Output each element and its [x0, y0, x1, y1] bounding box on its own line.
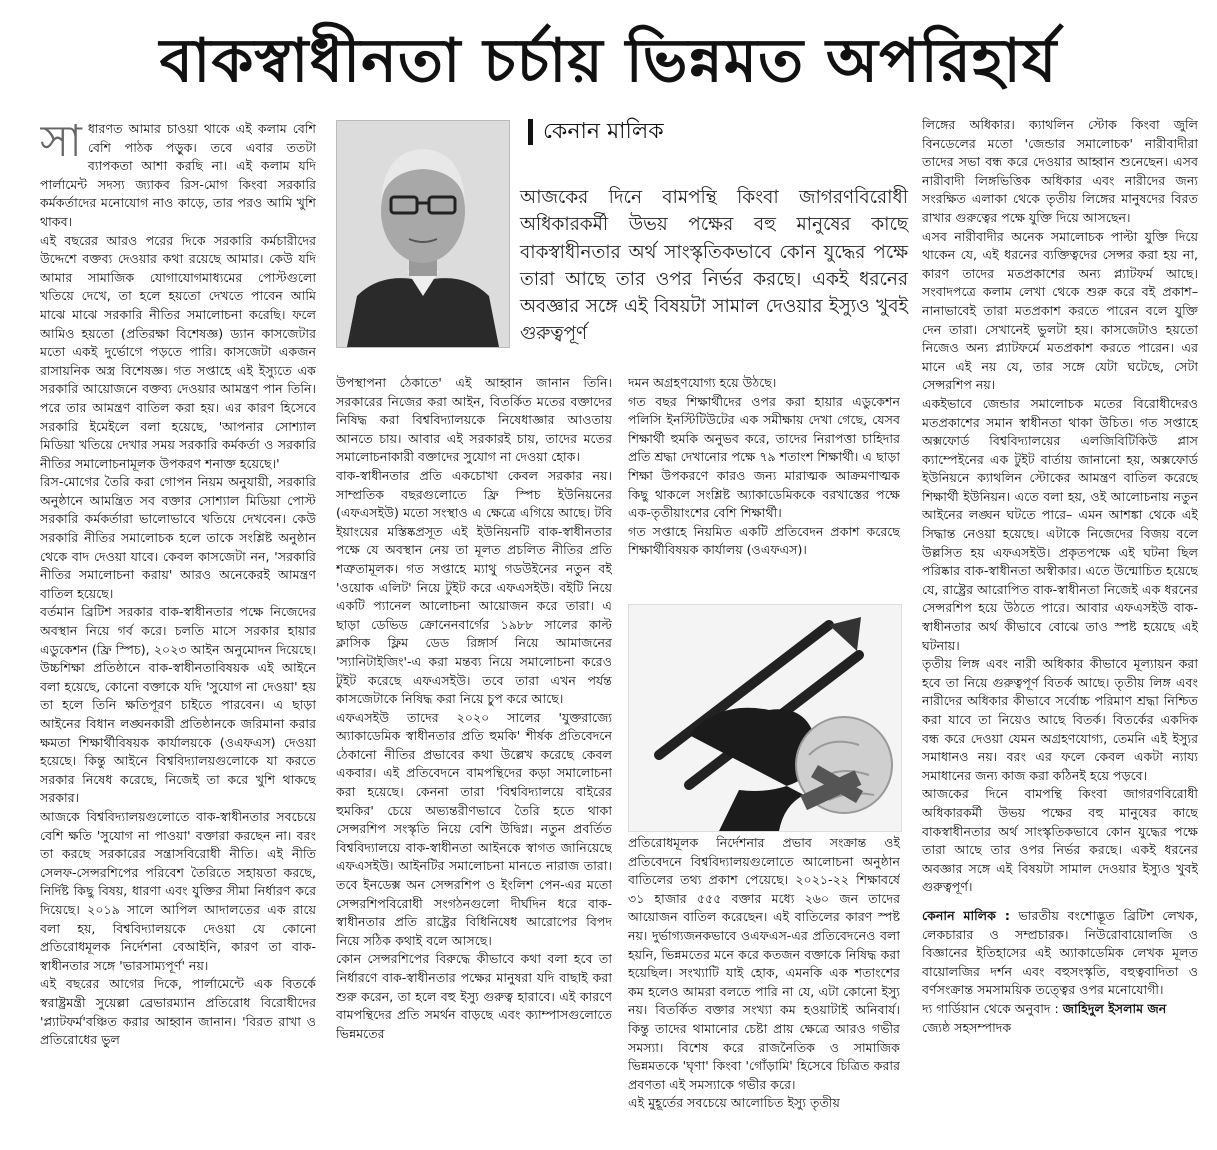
fist-holding-pencil-icon: [629, 605, 901, 831]
paragraph: উপস্থাপনা ঠেকাতে' এই আহ্বান জানান তিনি। সরকারের নিজের করা আইন, বিতর্কিত মতের বক্তাদের নিষিদ্ধ করা বিশ্ববিদ্যালয়কে নিষেধাজ্ঞার আওতায় আনতে চায়। আবার এই সরকারই চায়, তাদের মতের সমালোচনাকারী বক্তাদের সুযোগ না দেওয়া হোক।: [336, 375, 612, 465]
paragraph: তৃতীয় লিঙ্গ এবং নারী অধিকার কীভাবে মূল্যায়ন করা হবে তা নিয়ে গুরুত্বপূর্ণ বিতর্ক আছে। তৃতীয় লিঙ্গ এবং নারীদের অধিকার কীভাবে সর্বোচ্চ পরিমাণ শ্রদ্ধা নিশ্চিত করা যাবে তা নিয়েও আছে বিতর্ক। বিতর্কের একদিক বন্ধ করে দেওয়া যেমন অগ্রহণযোগ্য, তেমনি এই ইস্যুর সমাধানও নয়। বরং এর ফলে কেবল একটা ন্যায্য সমাধানের জন্য কাজ করা কঠিনই হয়ে পড়বে।: [922, 656, 1198, 783]
paragraph: একইভাবে জেন্ডার সমালোচক মতের বিরোধীদেরও মতপ্রকাশের সমান স্বাধীনতা থাকা উচিত। গত সপ্তাহে অক্সফোর্ড বিশ্ববিদ্যালয়ের এলজিবিটিকিউ প্লাস ক্যাম্পেইনের এক টুইট বার্তায় জানানো হয়, অক্সফোর্ড ইউনিয়নে ক্যাথলিন স্টোকের আমন্ত্রণ বাতিল করেছে শিক্ষার্থী ইউনিয়ন। এতে বলা হয়, ওই আলোচনায় নতুন আইনের লঙ্ঘন ঘটতে পারে– এমন আশঙ্কা থেকে এই সিদ্ধান্ত নেওয়া হয়েছে। এটাকে নিজেদের বিজয় বলে উল্লসিত হয় এফএসইউ। প্রকৃতপক্ষে এই ঘটনা ছিল পরিষ্কার বাক-স্বাধীনতা অস্বীকার। এতে উন্মোচিত হয়েছে যে, রাষ্ট্রের আরোপিত বাক-স্বাধীনতা নিজেই এক ধরনের সেন্সরশিপ হয়ে উঠতে পারে। আবার এফএসইউ বাক-স্বাধীনতার অর্থ কীভাবে বোঝে তাও স্পষ্ট হয়েছে এই ঘটনায়।: [922, 395, 1198, 653]
credit-prefix: দ্য গার্ডিয়ান থেকে অনুবাদ :: [922, 1000, 1063, 1016]
paragraph: বাক-স্বাধীনতার প্রতি একচোখা কেবল সরকার নয়। সাম্প্রতিক বছরগুলোতে ফ্রি স্পিচ ইউনিয়নের (এফএসইউ) মতো সংস্থাও এ ক্ষেত্রে এগিয়ে আছে। টবি ইয়াংয়ের মস্তিষ্কপ্রসূত এই ইউনিয়নটি বাক-স্বাধীনতার পক্ষে যে অবস্থান নেয় তা মূলত প্রচলিত নীতির প্রতি শত্রুতামূলক। গত সপ্তাহে ম্যাথু গডউইনের নতুন বই 'ওয়োক এলিট' নিয়ে টুইট করে এফএসইউ। বইটি নিয়ে একটি প্যানেল আলোচনা আয়োজন করে তারা। এ ছাড়া ডেভিড ক্রোনেনবার্গের ১৯৮৮ সালের কাল্ট ক্লাসিক ফ্লিম ডেড রিঙ্গার্স নিয়ে আমাজনের 'স্যানিটাইজিং'-এ করা মন্তব্য নিয়ে সমালোচনা করেও টুইট করেছে এফএসইউ। তবে তারা এখন পর্যন্ত কাসজেটাকে নিষিদ্ধ করা নিয়ে চুপ করে আছে।: [336, 467, 612, 707]
translation-credit: [922, 1000, 1198, 1019]
paragraph: গত বছর শিক্ষার্থীদের ওপর করা হায়ার এডুকেশন পলিসি ইনস্টিটিউটের এক সমীক্ষায় দেখা গেছে, যেসব শিক্ষার্থী হুমকি অনুভব করে, তাদের নিরাপত্তা চাহিদার প্রতি শ্রদ্ধা দেখানোর পক্ষে ৭৯ শতাংশ শিক্ষার্থী। এ ছাড়া শিক্ষা উপকরণে কারও জন্য মারাত্মক আক্রমণাত্মক কিছু থাকলে সংশ্লিষ্ট অ্যাকাডেমিককে বরখাস্তের পক্ষে এক-তৃতীয়াংশের বেশি শিক্ষার্থী।: [628, 393, 900, 521]
bio-text: ভারতীয় বংশোদ্ভূত ব্রিটিশ লেখক, লেকচারার ও সম্প্রচারক। নিউরোবায়োলজি ও বিজ্ঞানের ইতিহাসের এই অ্যাকাডেমিক লেখক মূলত বায়োলজির দর্শন এবং বহুসংস্কৃতি, বহুত্ববাদিতা ও বর্ণসংক্রান্ত সমসাময়িক তত্ত্বের ওপর মনোযোগী।: [922, 907, 1198, 998]
paragraph: সাধারণত আমার চাওয়া থাকে এই কলাম বেশি বেশি পাঠক পড়ুক। তবে এবার ততটা ব্যাপকতা আশা করছি না। এই কলাম যদি পার্লামেন্ট সদস্য জ্যাকব রিস-মোগ কিংবা সরকারি কর্মকর্তাদের মনোযোগ নাও কাড়ে, তার পরও আমি খুশি থাকব।: [40, 120, 316, 229]
author-name: কেনান মালিক: [543, 119, 664, 144]
illustration-fist-pen: [628, 604, 902, 832]
article-column-3-bottom: [628, 834, 900, 1134]
byline-bar: [528, 119, 533, 145]
spacer: [922, 897, 1198, 907]
article-column-1: [40, 120, 316, 1130]
paragraph: এই বছরের আরও পরের দিকে সরকারি কর্মচারীদের উদ্দেশে বক্তব্য দেওয়ার কথা রয়েছে আমার। কেউ যদি আমার সামাজিক যোগাযোগমাধ্যমের পোস্টগুলো খতিয়ে দেখে, তা হলে হয়তো দেখতে পাবেন আমি মাঝে মাঝে সরকারি নীতির সমালোচনা করেছি। ফলে আমিও হয়তো (প্রতিরক্ষা বিশেষজ্ঞ) ড্যান কাসজেটার মতো একই দুর্ভোগে পড়তে পারি। কাসজেটা একজন রাসায়নিক অস্ত্র বিশেষজ্ঞ। গত সপ্তাহে এই ইস্যুতে এক সরকারি আয়োজনে বক্তব্য দেওয়ার আমন্ত্রণ পান তিনি। পরে তার আমন্ত্রণ বাতিল করা হয়। এর কারণ হিসেবে সরকারি ইমেইলে বলা হয়েছে, 'আপনার সোশ্যাল মিডিয়া খতিয়ে দেখার সময় সরকারি কর্মকর্তা ও সরকারি নীতির সমালোচনামূলক উপকরণ শনাক্ত হয়েছে।': [40, 232, 316, 471]
paragraph: এফএসইউ তাদের ২০২০ সালের 'যুক্তরাজ্যে অ্যাকাডেমিক স্বাধীনতার প্রতি হুমকি' শীর্ষক প্রতিবেদনে ঠেকানো নীতির প্রভাবের কথা উল্লেখ করেছে কেবল একবার। এই প্রতিবেদনে বামপন্থিদের কড়া সমালোচনা করা হয়েছে। কেননা তারা 'বিশ্ববিদ্যালয়ে বাইরের হুমকির' চেয়ে অভ্যন্তরীণভাবে তৈরি হতে থাকা সেন্সরশিপ সংস্কৃতি নিয়ে বেশি উদ্বিগ্ন। নতুন প্রবর্তিত বিশ্ববিদ্যালয়ে বাক-স্বাধীনতা আইনকে স্বাগত জানিয়েছে এফএসইউ। আইনটির সমালোচনা মানতে নারাজ তারা। তবে ইনডেক্স অন সেন্সরশিপ ও ইংলিশ পেন-এর মতো সেন্সরশিপবিরোধী সংগঠনগুলো দীর্ঘদিন ধরে বাক-স্বাধীনতার প্রতি রাষ্ট্রের বিধিনিষেধ আরোপের বিপদ নিয়ে সঠিক কথাই বলে আসছে।: [336, 709, 612, 948]
paragraph: রিস-মোগের তৈরি করা গোপন নিয়ম অনুযায়ী, সরকারি অনুষ্ঠানে আমন্ত্রিত সব বক্তার সোশ্যাল মিডিয়া পোস্ট সরকারি কর্মকর্তারা ভালোভাবে খতিয়ে দেখবেন। কেউ সরকারি নীতির সমালোচক হলে তাকে সংশ্লিষ্ট অনুষ্ঠান থেকে বাদ দেওয়া যাবে। কেবল কাসজেটা নন, 'সরকারি নীতির সমালোচনা করায়' আরও অনেকেরই আমন্ত্রণ বাতিল হয়েছে।: [40, 474, 316, 601]
paragraph: বর্তমান ব্রিটিশ সরকার বাক-স্বাধীনতার পক্ষে নিজেদের অবস্থান নিয়ে গর্ব করে। চলতি মাসে সরকার হায়ার এডুকেশন (ফ্রি স্পিচ), ২০২৩ আইন অনুমোদন দিয়েছে। উচ্চশিক্ষা প্রতিষ্ঠানে বাক-স্বাধীনতাবিষয়ক এই আইনে বলা হয়েছে, কোনো বক্তাকে যদি 'সুযোগ না দেওয়া' হয় তা হলে তিনি ক্ষতিপূরণ চাইতে পারবেন। এ ছাড়া আইনের বিধান লঙ্ঘনকারী প্রতিষ্ঠানকে জরিমানা করার ক্ষমতা শিক্ষার্থীবিষয়ক কার্যালয়কে (ওএফএস) দেওয়া হয়েছে। কিন্তু আইনে বিশ্ববিদ্যালয়গুলোকে যা করতে সরকার নিষেধ করেছে, নিজেই তা করে খুশি থাকছে সরকার।: [40, 604, 316, 806]
author-bio: [922, 907, 1198, 1000]
paragraph: দমন অগ্রহণযোগ্য হয়ে উঠছে।: [628, 375, 777, 390]
paragraph: এই মুহূর্তের সবচেয়ে আলোচিত ইস্যু তৃতীয়: [628, 1095, 840, 1111]
paragraph: লিঙ্গের অধিকার। ক্যাথলিন স্টোক কিংবা জুলি বিনডেলের মতো 'জেন্ডার সমালোচক' নারীবাদীরা তাদের সভা বন্ধ করে দেওয়ার আহ্বান শুনেছেন। এসব নারীবাদী লিঙ্গভিত্তিক অধিকার এবং নারীদের জন্য সংরক্ষিত এলাকা থেকে তৃতীয় লিঙ্গের মানুষদের বিরত রাখার গুরুত্বের পক্ষে যুক্তি দিয়ে আসছেন।: [922, 117, 1198, 225]
paragraph: কোন সেন্সরশিপের বিরুদ্ধে কীভাবে কথা বলা হবে তা নির্ধারণে বাক-স্বাধীনতার পক্ষের মানুষরা যদি বাছাই করা শুরু করেন, তা হলে বহু ইস্যু গুরুত্ব হারাবে। এই কারণে বামপন্থিদের প্রতি সমর্থন বাড়ছে এবং ক্যাম্পাসগুলোতে ভিন্নমতের: [336, 951, 612, 1041]
drop-cap: সা: [40, 120, 82, 167]
pull-quote: আজকের দিনে বামপন্থি কিংবা জাগরণবিরোধী অধিকারকর্মী উভয় পক্ষের বহু মানুষের কাছে বাকস্বাধীনতার অর্থ সাংস্কৃতিকভাবে কোন যুদ্ধের পক্ষে তারা আছে তার ওপর নির্ভর করছে। একই ধরনের অবজ্ঞার সঙ্গে এই বিষয়টা সামাল দেওয়ার ইস্যুও খুবই গুরুত্বপূর্ণ: [520, 187, 908, 345]
paragraph: এসব নারীবাদীর অনেক সমালোচক পাল্টা যুক্তি দিয়ে থাকেন যে, এই ধরনের ব্যক্তিত্বদের সেন্সর করা হয় না, কারণ তাদের মতপ্রকাশের অন্য প্ল্যাটফর্ম আছে। সংবাদপত্রে কলাম লেখা থেকে শুরু করে বই প্রকাশ– নানাভাবেই তারা মতপ্রকাশ করতে পারেন বলে যুক্তি দেন তারা। সেখানেই ভুলটা হয়। কাসজেটাও হয়তো নিজেও অন্য প্ল্যাটফর্মে মতপ্রকাশ করতে পারেন। এর মানে এই নয় যে, তার সঙ্গে যেটা ঘটেছে, সেটা সেন্সরশিপ নয়।: [922, 228, 1198, 393]
author-portrait-icon: [337, 121, 509, 347]
author-photo: [336, 120, 510, 348]
article-column-2: [336, 374, 612, 1130]
paragraph: প্রতিরোধমূলক নির্দেশনার প্রভাব সংক্রান্ত ওই প্রতিবেদনে বিশ্ববিদ্যালয়গুলোতে আলোচনা অনুষ্ঠান বাতিলের তথ্য প্রকাশ পেয়েছে। ২০২১-২২ শিক্ষাবর্ষে ৩১ হাজার ৫৫৫ বক্তার মধ্যে ২৬০ জন তাদের আয়োজন বাতিল করেছেন। এই বাতিলের কারণ স্পষ্ট নয়। দুর্ভাগ্যজনকভাবে ওএফএস-এর প্রতিবেদনেও বলা হয়নি, ভিন্নমতের মনে করে কতজন বক্তাকে নিষিদ্ধ করা হয়েছিল। সংখ্যাটি যাই হোক, এমনকি এক শতাংশের কম হলেও আমরা বলতে পারি না যে, এটা কোনো ইস্যু নয়। বিতর্কিত বক্তার সংখ্যা কম হওয়াটাই অনিবার্য। কিন্তু তাদের থামানোর চেষ্টা প্রায় ক্ষেত্রে আরও গভীর সমস্যা। বিশেষ করে রাজনৈতিক ও সামাজিক ভিন্নমতকে 'ঘৃণা' কিংবা 'গোঁড়ামি' হিসেবে চিত্রিত করার প্রবণতা এই সমস্যাকে গভীর করে।: [628, 835, 900, 1092]
bio-author-name: কেনান মালিক :: [922, 907, 1010, 923]
headline: বাকস্বাধীনতা চর্চায় ভিন্নমত অপরিহার্য: [159, 26, 1058, 96]
paragraph: আজকে বিশ্ববিদ্যালয়গুলোতে বাক-স্বাধীনতার সবচেয়ে বেশি ক্ষতি 'সুযোগ না পাওয়া' বক্তারা করছেন না। বরং তা করছে সরকারের সন্ত্রাসবিরোধী নীতি। এই নীতি সেলফ-সেন্সরশিপের পরিবেশ তৈরিতে সহায়তা করছে, নির্দিষ্ট কিছু বিষয়, ধারণা এবং যুক্তির সীমা নির্ধারণ করে দিয়েছে। ২০১৯ সালে আপিল আদালতের এক রায়ে বলা হয়, বিশ্ববিদ্যালয়কে দেওয়া যে কোনো প্রতিরোধমূলক নির্দেশনা বেআইনি, কারণ তা বাক-স্বাধীনতার সঙ্গে 'ভারসাম্যপূর্ণ' নয়।: [40, 808, 316, 973]
article-column-3-top: [628, 374, 900, 586]
translator-role: জ্যেষ্ঠ সহসম্পাদক: [922, 1019, 1012, 1035]
article-column-4: [922, 116, 1198, 1136]
author-byline: [528, 116, 664, 148]
paragraph: আজকের দিনে বামপন্থি কিংবা জাগরণবিরোধী অধিকারকর্মী উভয় পক্ষের বহু মানুষের কাছে বাকস্বাধীনতার অর্থ সাংস্কৃতিকভাবে কোন যুদ্ধের পক্ষে তারা আছে তার ওপর নির্ভর করছে। একই ধরনের অবজ্ঞার সঙ্গে এই বিষয়টা সামাল দেওয়ার ইস্যুও খুবই গুরুত্বপূর্ণ।: [922, 786, 1198, 895]
paragraph: গত সপ্তাহে নিয়মিত একটি প্রতিবেদন প্রকাশ করেছে শিক্ষার্থীবিষয়ক কার্যালয় (ওএফএস)।: [628, 523, 900, 558]
translator-name: জাহিদুল ইসলাম জন: [1062, 1000, 1167, 1016]
paragraph: এই বছরের আগের দিকে, পার্লামেন্টে এক বিতর্কে স্বরাষ্ট্রমন্ত্রী সুয়েল্লা ব্রেভারম্যান প্রতিরোধ বিরোধীদের 'প্ল্যাটফর্ম'বঞ্চিত করার আহ্বান জানান। 'বিরত রাখা ও প্রতিরোধের ভুল: [40, 976, 316, 1048]
